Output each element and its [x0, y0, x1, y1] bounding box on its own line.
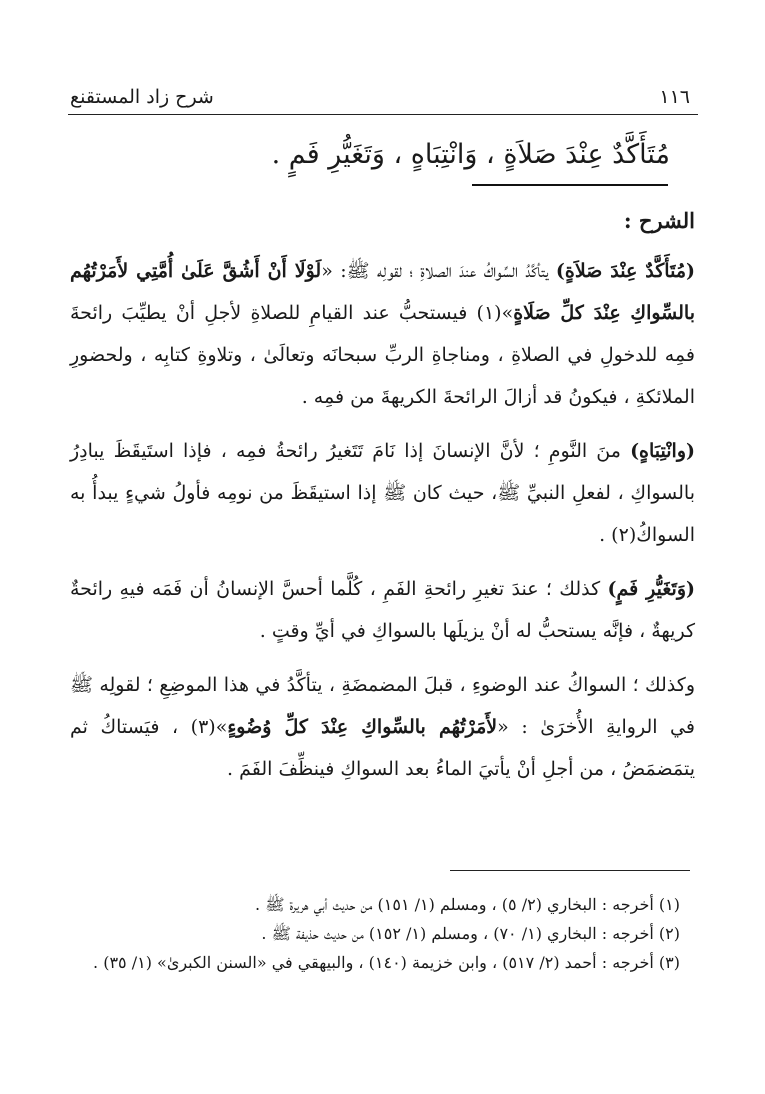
- p3-term: (وَتَغَيُّرِ فَمٍ): [607, 578, 695, 600]
- matn-text: مُتَأَكَّدٌ عِنْدَ صَلاَةٍ ، وَانْتِبَاهٍ ، وَتَغَيُّرِ فَمٍ .: [271, 139, 670, 170]
- paragraph-1: [70, 250, 695, 418]
- p3-text: كذلك ؛ عندَ تغيرِ رائحةِ الفَمِ ، كُلَّما أحسَّ الإنسانُ أن فَمَه فيهِ رائحةٌ كريهةٌ ، فإنَّه يستحبُّ له أنْ يزيلَها بالسواكِ في أيِّ وقتٍ .: [70, 578, 695, 642]
- p4-text-b: »(٣) ، فيَستاكُ ثم يتمَضمَضُ ، من أجلِ أنْ يأتيَ الماءُ بعد السواكِ فينظِّفَ الفَمَ .: [70, 716, 695, 780]
- page-header: [70, 68, 690, 108]
- p1-text-a: يتأكَّدُ السِّواكُ عندَ الصلاةِ ؛ لقولِه ﷺ: «: [321, 260, 556, 282]
- p4-text-a: وكذلك ؛ السواكُ عند الوضوءِ ، قبلَ المضمضَةِ ، يتأكَّدُ في هذا الموضِعِ ؛ لقولِه ﷺ في الروايةِ الأُخرَىٰ : «: [70, 674, 696, 738]
- page-number: ١١٦: [659, 86, 690, 108]
- footnotes: [80, 890, 680, 977]
- p1-term: (مُتَأَكَّدٌ عِنْدَ صَلاَةٍ): [555, 260, 695, 282]
- running-title: شرح زاد المستقنع: [70, 86, 214, 108]
- matn-rule: [472, 184, 668, 186]
- paragraph-2: [70, 430, 695, 556]
- p1-hadith: لَوْلَا أَنْ أَشُقَّ عَلَىٰ أُمَّتِي لأَمَرْتُهُم بالسِّواكِ عِنْدَ كلِّ صَلَاةٍ: [70, 260, 695, 324]
- p1-text-b: »(١) فيستحبُّ عند القيامِ للصلاةِ لأجلِ أنْ يطيِّبَ رائحةَ فمِه للدخولِ في الصلاةِ ، ومناجاةِ الربِّ سبحانَه وتعالَىٰ ، وتلاوةِ كتابِه ، ولحضورِ الملائكةِ ، فيكونُ قد أزالَ الرائحةَ الكريهةَ من فمِه .: [70, 302, 695, 408]
- commentary-body: [70, 200, 695, 802]
- p2-term: (وانْتِبَاهٍ): [630, 440, 695, 462]
- p4-hadith: لأَمَرْتُهُم بالسِّواكِ عِنْدَ كلِّ وُضُوءٍ: [227, 716, 498, 738]
- paragraph-3: [70, 568, 695, 652]
- footnote-2: (٢) أخرجه : البخاري (١/ ٧٠) ، ومسلم (١/ ١٥٢) من حديث حذيفة ﷺ .: [261, 924, 680, 943]
- p2-text: منَ النَّومِ ؛ لأنَّ الإنسانَ إذا نَامَ تَتَغيرُ رائحةُ فمِه ، فإذا استَيقَظَ يبادِرُ بالسواكِ ، لفعلِ النبيِّ ﷺ، حيث كان ﷺ إذا استيقَظَ من نومِه فأولُ شيءٍ يبدأُ به السواكُ(٢) .: [70, 440, 695, 546]
- footnote-rule: [450, 870, 690, 871]
- commentary-heading: الشرح :: [623, 208, 695, 233]
- paragraph-4: [70, 664, 695, 790]
- header-rule: [68, 114, 698, 115]
- footnote-3: (٣) أخرجه : أحمد (٢/ ٥١٧) ، وابن خزيمة (١٤٠) ، والبيهقي في «السنن الكبرىٰ» (١/ ٣٥) .: [93, 953, 680, 972]
- footnote-1: (١) أخرجه : البخاري (٢/ ٥) ، ومسلم (١/ ١٥١) من حديث أبي هريرة ﷺ .: [255, 895, 680, 914]
